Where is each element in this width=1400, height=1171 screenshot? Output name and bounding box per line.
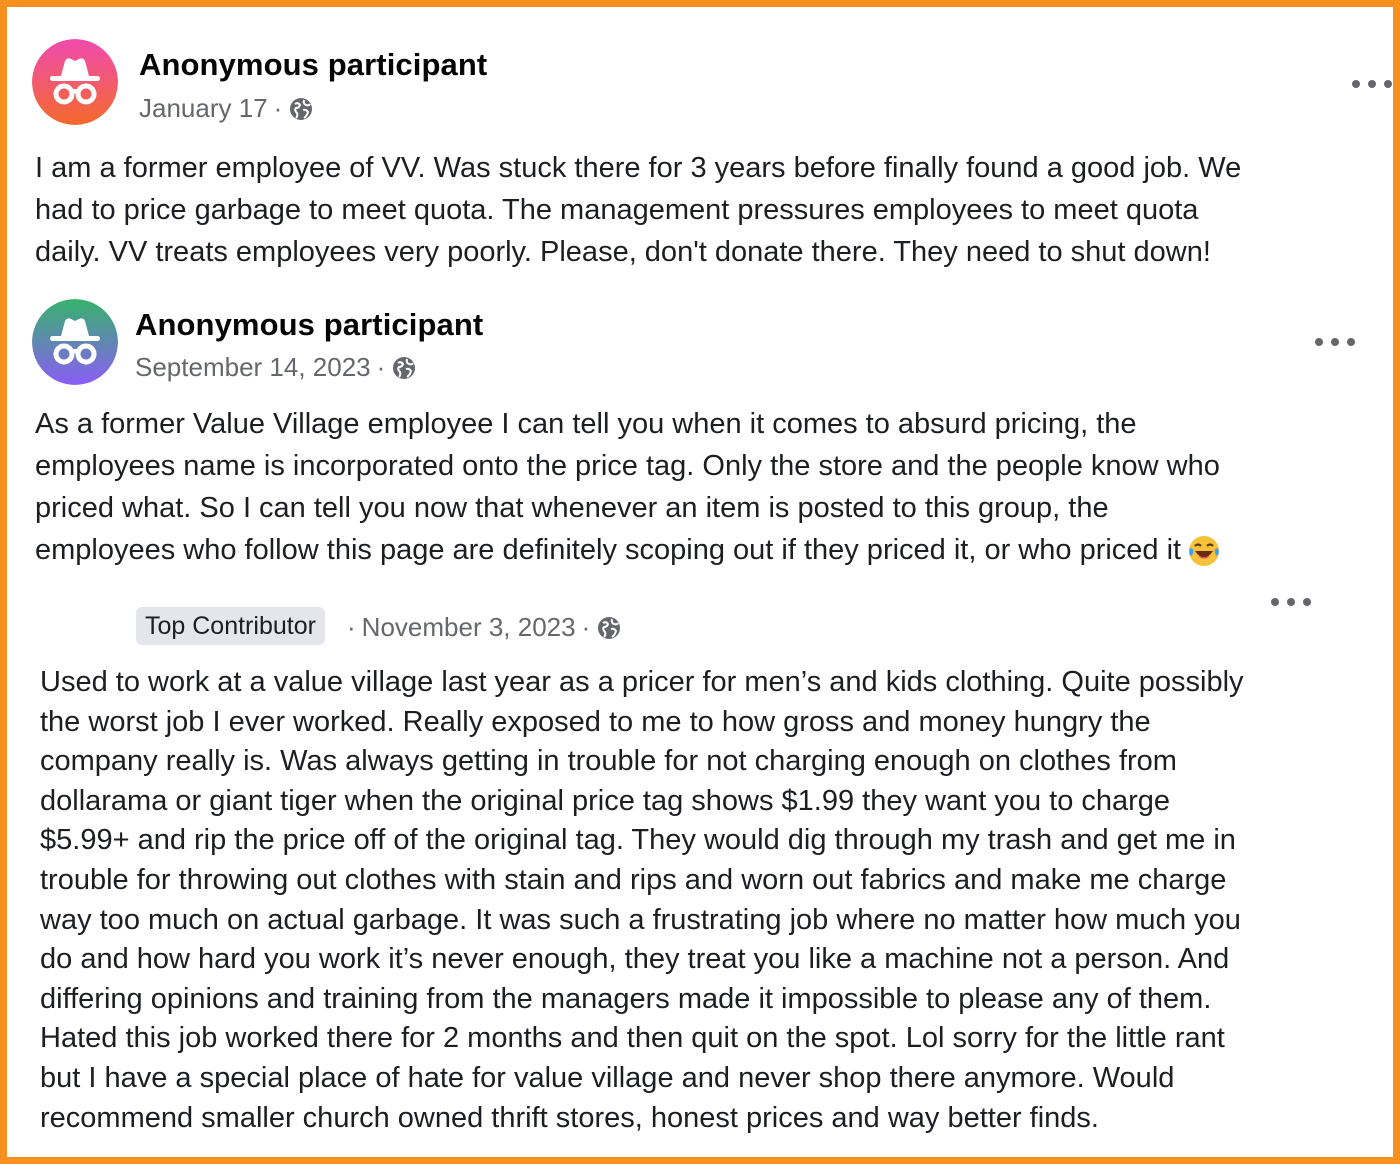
meta-separator: · bbox=[347, 612, 356, 642]
meta-separator: · bbox=[273, 93, 283, 123]
reply-text-line: recommend smaller church owned thrift stores, honest prices and way better finds. bbox=[40, 1101, 1099, 1134]
globe-icon bbox=[596, 615, 622, 641]
reply-text-line: trouble for throwing out clothes with stain and rips and worn out fabrics and make me charge bbox=[40, 863, 1227, 896]
reply-text bbox=[40, 663, 1244, 1138]
reply-text-line: $5.99+ and rip the price off of the original tag. They would dig through my trash and get me in bbox=[40, 824, 1236, 857]
dot bbox=[1287, 598, 1295, 606]
reply-comment bbox=[7, 7, 1400, 1171]
meta-separator: · bbox=[376, 352, 386, 382]
meta-separator: · bbox=[581, 612, 591, 642]
post-text-line: had to price garbage to meet quota. The management pressures employees to meet quota bbox=[35, 194, 1199, 226]
dot bbox=[1271, 598, 1279, 606]
post-text-line: As a former Value Village employee I can tell you when it comes to absurd pricing, the bbox=[35, 408, 1137, 440]
reply-text-line: dollarama or giant tiger when the original price tag shows $1.99 they want you to charge bbox=[40, 784, 1171, 817]
post-text-line: daily. VV treats employees very poorly. Please, don't donate there. They need to shut down! bbox=[35, 236, 1211, 268]
top-contributor-badge: Top Contributor bbox=[136, 607, 325, 645]
post-text-line: priced what. So I can tell you now that whenever an item is posted to this group, the bbox=[35, 492, 1109, 524]
reply-text-line: do and how hard you work it’s never enough, they treat you like a machine not a person. And bbox=[40, 943, 1230, 976]
reply-text-line: but I have a special place of hate for value village and never shop there anymore. Would bbox=[40, 1061, 1175, 1094]
author-name[interactable]: Anonymous participant bbox=[139, 47, 488, 82]
post-text-line: employees who follow this page are definitely scoping out if they priced it, or who priced it bbox=[35, 534, 1182, 566]
reply-text-line: company really is. Was always getting in trouble for not charging enough on clothes from bbox=[40, 745, 1177, 778]
reply-meta bbox=[347, 612, 622, 643]
reply-text-line: the worst job I ever worked. Really exposed to me to how gross and money hungry the bbox=[40, 705, 1151, 738]
post-date[interactable]: January 17 bbox=[139, 93, 268, 123]
reply-text-line: Used to work at a value village last year as a pricer for men’s and kids clothing. Quite possibly bbox=[40, 666, 1244, 698]
post-date[interactable]: September 14, 2023 bbox=[135, 352, 371, 382]
more-options-button[interactable] bbox=[1271, 595, 1311, 609]
author-name[interactable]: Anonymous participant bbox=[135, 307, 484, 342]
reply-text-line: way too much on actual garbage. It was such a frustrating job where no matter how much you bbox=[40, 903, 1241, 936]
post-text-line: employees name is incorporated onto the price tag. Only the store and the people know who bbox=[35, 450, 1220, 482]
reply-text-line: Hated this job worked there for 2 months and then quit on the spot. Lol sorry for the little rant bbox=[40, 1022, 1225, 1055]
dot bbox=[1303, 598, 1311, 606]
reply-date[interactable]: November 3, 2023 bbox=[361, 612, 576, 642]
post-text-line: I am a former employee of VV. Was stuck there for 3 years before finally found a good job. We bbox=[35, 152, 1242, 184]
reply-text-line: differing opinions and training from the managers made it impossible to please any of them. bbox=[40, 982, 1212, 1015]
